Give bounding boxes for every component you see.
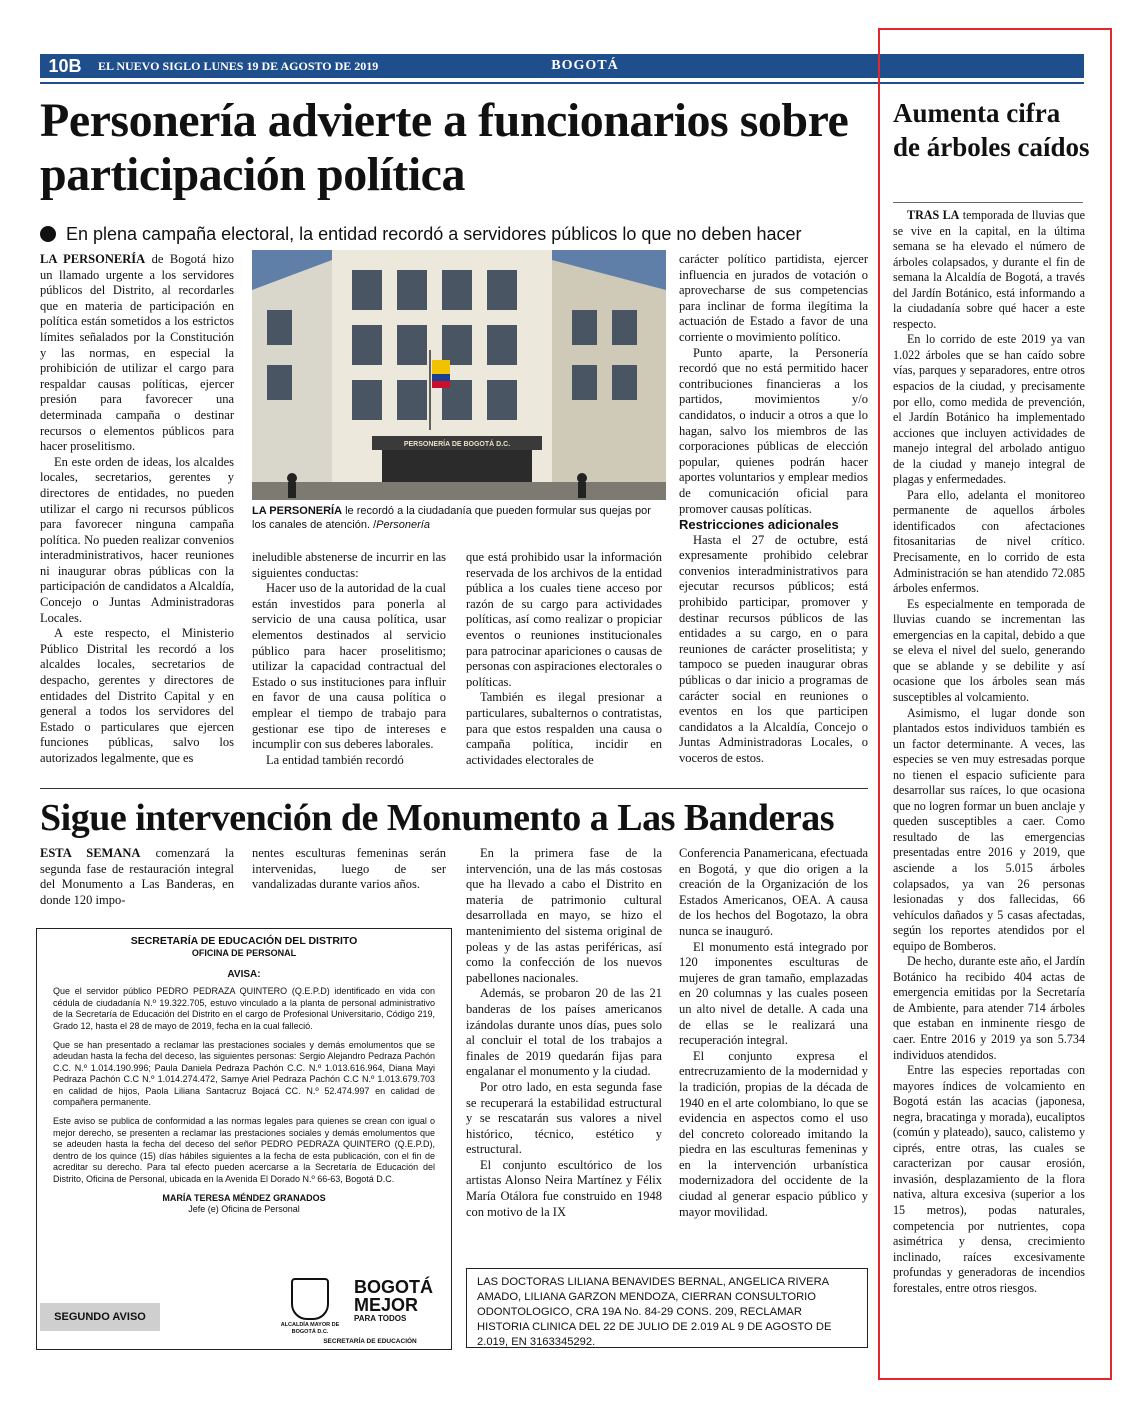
article-paragraph: Entre las especies reportadas con mayores índices de volcamiento en Bogotá están las acacias (japonesa, negra, bracatinga y morada), eucaliptos (común y plateado), sauco, calistemo y ciprés, entre otras, las cuales se caracterizan por causar erosión, invasión, desplazamiento de la flora nativa, altura excesiva (superior a los 15 metros), podas naturales, competencia por nutrientes, copa asimétrica y densa, crecimiento inclinado, raíces excesivamente profundas y generadoras de incendios forestales, entre otros riesgos. bbox=[893, 1063, 1085, 1295]
coat-of-arms-icon bbox=[291, 1278, 329, 1320]
main-headline: Personería advierte a funcionarios sobre participación política bbox=[40, 94, 849, 201]
section-subtitle: Restricciones adicionales bbox=[679, 517, 839, 533]
building-photo-graphic bbox=[252, 250, 666, 500]
notice-signer: MARÍA TERESA MÉNDEZ GRANADOS bbox=[162, 1192, 326, 1203]
sidebar-rule bbox=[893, 202, 1083, 203]
photo-sign-text: PERSONERÍA DE BOGOTÁ D.C. bbox=[403, 441, 511, 448]
notice-signer-role: Jefe (e) Oficina de Personal bbox=[188, 1204, 300, 1215]
section-name: BOGOTÁ bbox=[551, 58, 619, 73]
article-paragraph: De hecho, durante este año, el Jardín Botánico ha recibido 404 actas de emergencia emitidas por la Secretaría de Ambiente, para atender 714 árboles que estaban en inminente riesgo de caer. Entre 2016 y 2019 ya son 5.734 individuos atendidos. bbox=[893, 954, 1085, 1062]
second-article-col-1 bbox=[40, 846, 234, 920]
logo-line-1: BOGOTÁ bbox=[354, 1277, 433, 1297]
page-number: 10B bbox=[48, 56, 82, 76]
logo-line-3: PARA TODOS bbox=[354, 1314, 407, 1323]
main-article-col-3 bbox=[466, 550, 662, 782]
main-subhead-text: En plena campaña electoral, la entidad recordó a servidores públicos lo que no deben hacer bbox=[66, 224, 802, 244]
article-paragraph: En lo corrido de este 2019 ya van 1.022 árboles que se han caído sobre vías, parques y separadores, entre otros espacios de la ciudad, y precisamente por ello, como medida de prevención, el Jardín Botánico ha implementado acciones que incluyen actividades de manejo integral del arbolado antiguo de la ciudad y manejo integral de plagas y enfermedades. bbox=[893, 332, 1085, 487]
publication-name: EL NUEVO SIGLO bbox=[98, 59, 201, 73]
article-paragraph: Para ello, adelanta el monitoreo permanente de aquellos árboles identificados con afectaciones fitosanitarias de nivel crítico. Precisamente, en lo corrido de esta Administración se han atendido 72.085 árboles enfermos. bbox=[893, 487, 1085, 596]
building-photo bbox=[252, 250, 666, 500]
notice-paragraph: Que el servidor público PEDRO PEDRAZA QUINTERO (Q.E.P.D) identificado en vida con cédula de ciudadanía N.º 19.322.705, estuvo vinculado a la planta de personal administrativo de la Secretaría de Educación del Distrito en el cargo de Profesional Universitario, Código 219, Grado 12, hasta el 28 de mayo de 2019, fecha en la cual falleció. bbox=[53, 986, 435, 1031]
lead-in: TRAS LA bbox=[907, 208, 960, 222]
notice-org: SECRETARÍA DE EDUCACIÓN DEL DISTRITO bbox=[130, 935, 358, 947]
paragraph-text: temporada de lluvias que se vive en la capital, en la última semana se ha elevado el número de árboles colapsados, y durante el fin de semana la Alcaldía de Bogotá, a través del Jardín Botánico, está informando a la ciudadanía sobre qué hacer a este respecto. bbox=[893, 208, 1085, 331]
notice-paragraph: Este aviso se publica de conformidad a las normas legales para quienes se crean con igual o mejor derecho, se presenten a reclamar las prestaciones sociales y demás emolumentos que se adeuden hasta la fecha del deceso del señor PEDRO PEDRAZA QUINTERO (Q.E.P.D), dentro de los quince (15) días hábiles siguientes a la fecha de esta publicación, con el fin de acreditar su derecho. Para tal efecto pueden acercarse a la Secretaría de Educación del Distrito, Oficina de Personal, ubicada en la Avenida El Dorado N.º 66-63, Bogotá D.C. bbox=[53, 1116, 435, 1184]
publication-date: LUNES 19 DE AGOSTO DE 2019 bbox=[203, 59, 379, 73]
notice-heading: AVISA: bbox=[227, 969, 261, 980]
paragraph-text: de Bogotá hizo un llamado urgente a los servidores públicos del Distrito, al recordarles que en materia de participación en política están sometidos a los estrictos límites señalados por la Constitución y las normas, en especial la prohibición de utilizar el cargo para respaldar causas políticas, ejercer presión para favorecer una determinada campaña o destinar recursos o elementos públicos para hacer proselitismo. bbox=[40, 252, 234, 454]
article-paragraph: Por otro lado, en esta segunda fase se recuperará la estabilidad estructural y se rescatarán sus valores a nivel histórico, técnico, estético y estructural. bbox=[466, 1079, 662, 1157]
main-article-col-4 bbox=[679, 252, 868, 782]
article-paragraph: En la primera fase de la intervención, una de las más costosas que ha llevado a cabo el Distrito en materia de patrimonio cultural desarrollada en mayo, se hizo el mantenimiento del sistema original de poleas y de las astas periféricas, así como la confección de los nuevos pabellones nacionales. bbox=[466, 846, 662, 985]
second-article-col-3 bbox=[466, 846, 662, 1256]
lead-in: LA PERSONERÍA bbox=[40, 252, 146, 266]
article-paragraph: A este respecto, el Ministerio Público Distrital les recordó a los alcaldes locales, secretarios de despacho, gerentes y directores de entidades del Distrito Capital y en general a todos los servidores del Estado o particulares que ejercen funciones públicas, salvo los autorizados legalmente, que es bbox=[40, 626, 234, 765]
article-paragraph: Hasta el 27 de octubre, está expresamente prohibido celebrar convenios interadministrativos para ejecutar recursos públicos; está prohibido participar, promover y destinar recursos públicos de las entidades a su cargo, en o para reuniones de carácter proselitista; y tampoco se pueden inaugurar obras públicas o dar inicio a programas de carácter social en reuniones o eventos en los que participen candidatos a la Alcaldía, Concejo o Juntas Administradoras Locales, o voceros de estos. bbox=[679, 532, 868, 765]
lead-in: ESTA SEMANA bbox=[40, 846, 141, 860]
second-headline: Sigue intervención de Monumento a Las Banderas bbox=[40, 797, 835, 839]
second-notice-badge: SEGUNDO AVISO bbox=[40, 1303, 160, 1331]
publication-line bbox=[98, 54, 378, 78]
article-paragraph: La entidad también recordó bbox=[266, 752, 404, 767]
article-paragraph: Conferencia Panamericana, efectuada en Bogotá, y que dio origen a la creación de la Organización de los Estados Americanos, OEA. A causa de los hechos del Bogotazo, la obra nunca se inauguró. bbox=[679, 846, 868, 938]
caption-credit: Personería bbox=[376, 519, 430, 531]
article-paragraph bbox=[893, 208, 1085, 332]
notice-office: OFICINA DE PERSONAL bbox=[191, 948, 297, 958]
notice-paragraph: Que se han presentado a reclamar las prestaciones sociales y demás emolumentos que se adeudan hasta la fecha del deceso, las siguientes personas: Sergio Alejandro Pedraza Pachón C.C. N.º 1.014.190.996; Paula Daniela Pedraza Pachón C.C. N.º 1.013.616.964, Diana Mayi Pedraza Pachón C.C N.º 1.014.274.472, Samye Ariel Pedraza Pachón C.C N.º 1.013.679.703 en calidad de hijos, Paola Liliana Santacruz Bojacá CC. N.º 52.474.997 en calidad de compañera permanente. bbox=[53, 1040, 435, 1108]
article-paragraph: Asimismo, el lugar donde son plantados estos individuos también es un factor determinante. A veces, las especies se ven muy estresadas porque no tienen el espacio suficiente para desarrollar sus raíces, lo que ocasiona que no logren formar un buen anclaje y queden susceptibles a caer. Como resultado de las emergencias presentadas entre 2016 y 2019, que asciende a los 5.015 árboles colapsados, ya van 26 personas lesionadas y dos fallecidas, 66 vehículos dañados y 5 casas afectadas, según los reportes atendidos por el equipo de Bomberos. bbox=[893, 705, 1085, 953]
article-paragraph: Hacer uso de la autoridad de la cual están investidos para ponerla al servicio de una causa política, usar elementos destinados al servicio público para hacer proselitismo; utilizar la capacidad contractual del Estado o sus instituciones para influir en favor de una causa política o emplear el tiempo de trabajo para gestionar ese tipo de intereses e incumplir con sus deberes laborales. bbox=[252, 581, 446, 752]
article-paragraph: También es ilegal presionar a particulares, subalternos o contratistas, para que estos respalden una causa o campaña política, incidir en actividades electorales de bbox=[466, 690, 662, 767]
education-secretariat-label: SECRETARÍA DE EDUCACIÓN bbox=[323, 1338, 417, 1345]
photo-caption bbox=[252, 504, 666, 532]
article-paragraph: ineludible abstenerse de incurrir en las siguientes conductas: bbox=[252, 550, 446, 580]
article-paragraph: que está prohibido usar la información reservada de los archivos de la entidad pública a los cuales tiene acceso por razón de su cargo para actividades políticas, así como realizar o propiciar eventos o reuniones institucionales para patrocinar apariciones o causas de personas con aspiraciones electorales o políticas. bbox=[466, 550, 662, 689]
classified-ad: LAS DOCTORAS LILIANA BENAVIDES BERNAL, ANGELICA RIVERA AMADO, LILIANA GARZON MENDOZA, CIERRAN CONSULTORIO ODONTOLOGICO, CRA 19A No. 84-29 CONS. 209, RECLAMAR HISTORIA CLINICA DEL 22 DE JULIO DE 2.019 AL 9 DE AGOSTO DE 2.019, EN 3163345292. bbox=[466, 1268, 868, 1348]
article-paragraph bbox=[40, 252, 234, 455]
bogota-mejor-logo bbox=[354, 1278, 436, 1338]
logo-line-2: MEJOR bbox=[354, 1295, 419, 1315]
bullet-dot-icon bbox=[40, 226, 56, 242]
article-paragraph bbox=[40, 846, 234, 908]
caption-text: le recordó a la ciudadanía que pueden formular sus quejas por los canales de atención. / bbox=[252, 505, 651, 531]
sidebar-headline: Aumenta cifra de árboles caídos bbox=[893, 98, 1090, 162]
second-article-col-2 bbox=[252, 846, 446, 920]
article-paragraph: El monumento está integrado por 120 imponentes esculturas de mujeres de gran tamaño, emplazadas en 20 columnas y las cuales poseen un alto nivel de detalle. A cada una de ellas se le realizará una recuperación integral. bbox=[679, 939, 868, 1048]
article-paragraph: Además, se probaron 20 de las 21 banderas de los países americanos izándolas durante unos días, pues solo al concluir el total de los trabajos a finales de 2019 quedarán fijas para engalanar el monumento y la ciudad. bbox=[466, 986, 662, 1079]
article-paragraph: En este orden de ideas, los alcaldes locales, secretarios, gerentes y directores de entidades, no pueden utilizar el cargo ni recursos públicos para favorecer ninguna campaña política. No pueden realizar convenios interadministrativos, hacer reuniones ni inaugurar obras públicas con la participación de candidatos a Alcaldía, Concejo o Juntas Administradoras Locales. bbox=[40, 454, 234, 625]
main-article-col-1 bbox=[40, 252, 234, 782]
alcaldia-logo bbox=[280, 1278, 340, 1338]
caption-lead: LA PERSONERÍA bbox=[252, 505, 343, 517]
sidebar-article bbox=[893, 208, 1085, 1354]
article-paragraph: Es especialmente en temporada de lluvias cuando se incrementan las emergencias en la capital, debido a que se eleva el nivel del suelo, generando que se ablande y se debilite y así ocasione que los árboles sean más susceptibles al volcamiento. bbox=[893, 596, 1085, 704]
article-paragraph: Punto aparte, la Personería recordó que no está permitido hacer contribuciones financieras a los partidos, movimientos y/o candidatos, o inducir a otros a que lo hagan, salvo los miembros de las corporaciones públicas de elección popular, quienes podrán hacer aportes voluntarios y emplear medios de comunicación oficial para promover causas políticas. bbox=[679, 345, 868, 516]
second-article-col-4 bbox=[679, 846, 868, 1256]
article-divider bbox=[40, 788, 868, 789]
main-article-col-2 bbox=[252, 550, 446, 782]
main-subhead bbox=[40, 222, 870, 246]
article-paragraph: El conjunto escultórico de los artistas Alonso Neira Martínez y Félix María Otálora fue construido en 1948 con motivo de la IX bbox=[466, 1157, 662, 1219]
article-paragraph: nentes esculturas femeninas serán intervenidas, luego de ser vandalizadas durante varios años. bbox=[252, 846, 446, 892]
alcaldia-logo-text: ALCALDÍA MAYOR DE BOGOTÁ D.C. bbox=[280, 1322, 340, 1335]
article-paragraph: carácter político partidista, ejercer influencia en jurados de votación o aprovecharse de sus competencias para inclinar de forma ilegítima la actuación de Estado a favor de una corriente o movimiento político. bbox=[679, 252, 868, 344]
paragraph-text: comenzará la segunda fase de restauración integral del Monumento a Las Banderas, en donde 120 impo- bbox=[40, 846, 234, 907]
article-paragraph: El conjunto expresa el entrecruzamiento de la modernidad y la tradición, propias de la década de 1940 en el arte colombiano, lo que se evidencia en aspectos como el uso del concreto coloreado imitando la piedra en las esculturas femeninas y en la intervención urbanística modernizadora del occidente de la ciudad al generar espacio público y mayor movilidad. bbox=[679, 1048, 868, 1219]
